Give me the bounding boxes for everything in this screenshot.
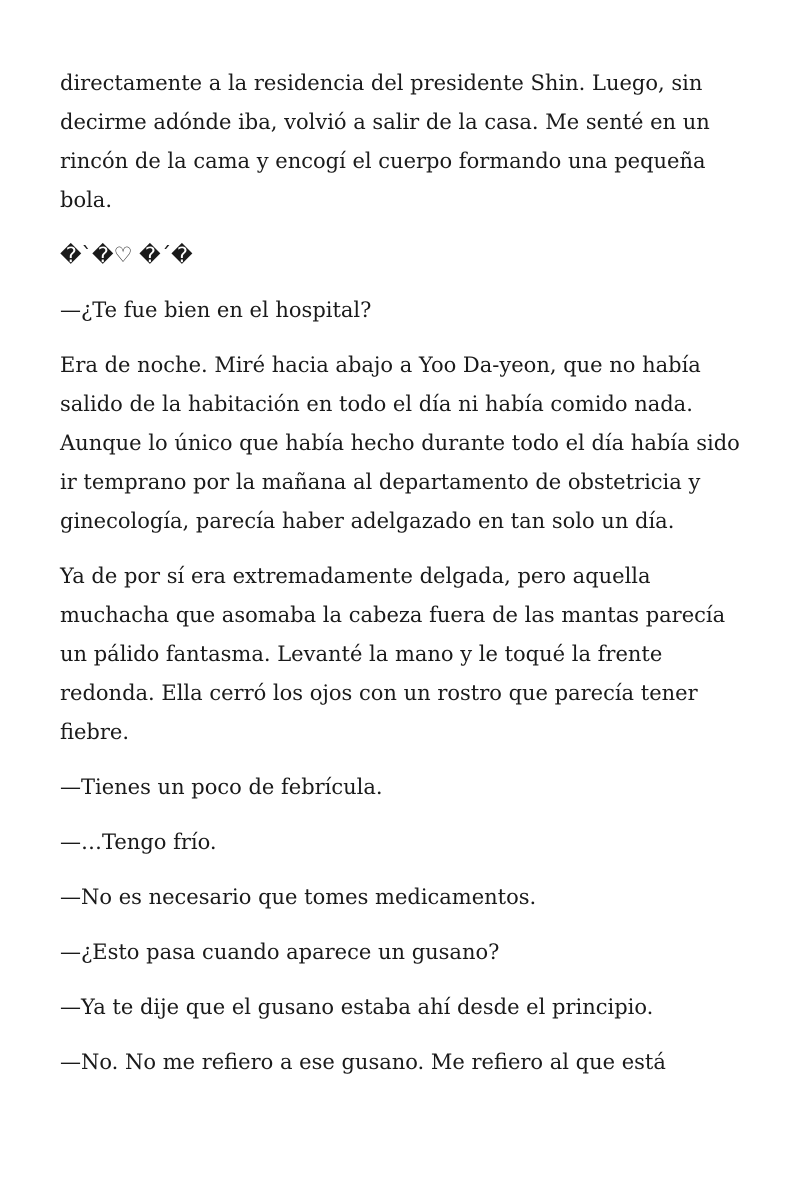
dialogue-line: —¿Te fue bien en el hospital?: [60, 298, 372, 322]
scene-divider: �`�♡ �´�: [60, 243, 193, 267]
dialogue-line: —¿Esto pasa cuando aparece un gusano?: [60, 940, 500, 964]
dialogue-line: —No. No me refiero a ese gusano. Me refiero al que está: [60, 1050, 666, 1074]
dialogue-line: —No es necesario que tomes medicamentos.: [60, 885, 537, 909]
dialogue-line: —Tienes un poco de febrícula.: [60, 775, 383, 799]
dialogue-line: —Ya te dije que el gusano estaba ahí desde el principio.: [60, 995, 654, 1019]
paragraph-narration: Era de noche. Miré hacia abajo a Yoo Da-yeon, que no había salido de la habitación en todo el día ni había comido nada. Aunque lo único que había hecho durante todo el día había sido ir temprano por la mañana al departamento de obstetricia y ginecología, parecía haber adelgazado en tan solo un día.: [60, 353, 740, 533]
dialogue-line: —…Tengo frío.: [60, 830, 217, 854]
paragraph-narration: directamente a la residencia del presidente Shin. Luego, sin decirme adónde iba, volvió a salir de la casa. Me senté en un rincón de la cama y encogí el cuerpo formando una pequeña bola.: [60, 71, 710, 212]
paragraph-narration: Ya de por sí era extremadamente delgada, pero aquella muchacha que asomaba la cabeza fuera de las mantas parecía un pálido fantasma. Levanté la mano y le toqué la frente redonda. Ella cerró los ojos con un rostro que parecía tener fiebre.: [60, 564, 726, 744]
reader-page: [60, 64, 750, 1098]
